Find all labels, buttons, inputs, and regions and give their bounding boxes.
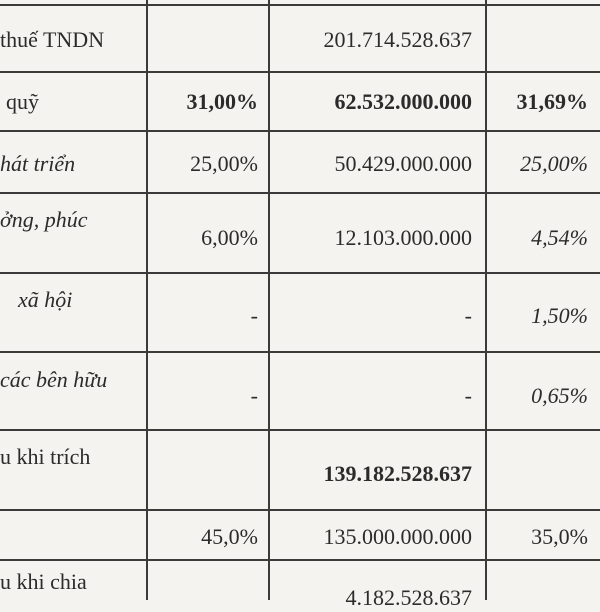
percent-cell: 35,0% <box>531 524 588 549</box>
amount-cell: 12.103.000.000 <box>334 225 472 250</box>
percent-cell: 25,00% <box>520 151 588 176</box>
amount-cell: 135.000.000.000 <box>323 524 472 549</box>
percent-cell: 25,00% <box>190 151 258 176</box>
row-label: quỹ <box>6 89 39 114</box>
row-label: u khi trích <box>0 444 91 469</box>
percent-cell: 45,0% <box>201 524 258 549</box>
percent-cell: 31,00% <box>186 89 258 114</box>
row-label: ởng, phúc <box>0 207 88 232</box>
row-label: thuế TNDN <box>0 27 105 52</box>
percent-cell: 1,50% <box>531 303 588 328</box>
row-divider <box>0 130 600 132</box>
percent-cell: 0,65% <box>531 383 588 408</box>
row-label: các bên hữu <box>0 367 108 392</box>
amount-cell: - <box>464 303 472 328</box>
row-label: hát triển <box>0 151 76 176</box>
amount-cell: 139.182.528.637 <box>323 461 472 486</box>
percent-cell: - <box>250 383 258 408</box>
row-divider <box>0 71 600 73</box>
percent-cell: 6,00% <box>201 225 258 250</box>
amount-cell: 201.714.528.637 <box>323 27 472 52</box>
amount-cell: 62.532.000.000 <box>334 89 472 114</box>
row-label: xã hội <box>18 287 73 312</box>
row-divider <box>0 559 600 561</box>
amount-cell: - <box>464 383 472 408</box>
row-divider <box>0 429 600 431</box>
row-divider <box>0 509 600 511</box>
percent-cell: 31,69% <box>516 89 588 114</box>
amount-cell: 50.429.000.000 <box>334 151 472 176</box>
percent-cell: 4,54% <box>531 225 588 250</box>
row-divider <box>0 4 600 6</box>
row-divider <box>0 192 600 194</box>
row-divider <box>0 351 600 353</box>
percent-cell: - <box>250 303 258 328</box>
row-divider <box>0 272 600 274</box>
row-label: u khi chia <box>0 569 87 594</box>
amount-cell: 4.182.528.637 <box>345 585 472 610</box>
